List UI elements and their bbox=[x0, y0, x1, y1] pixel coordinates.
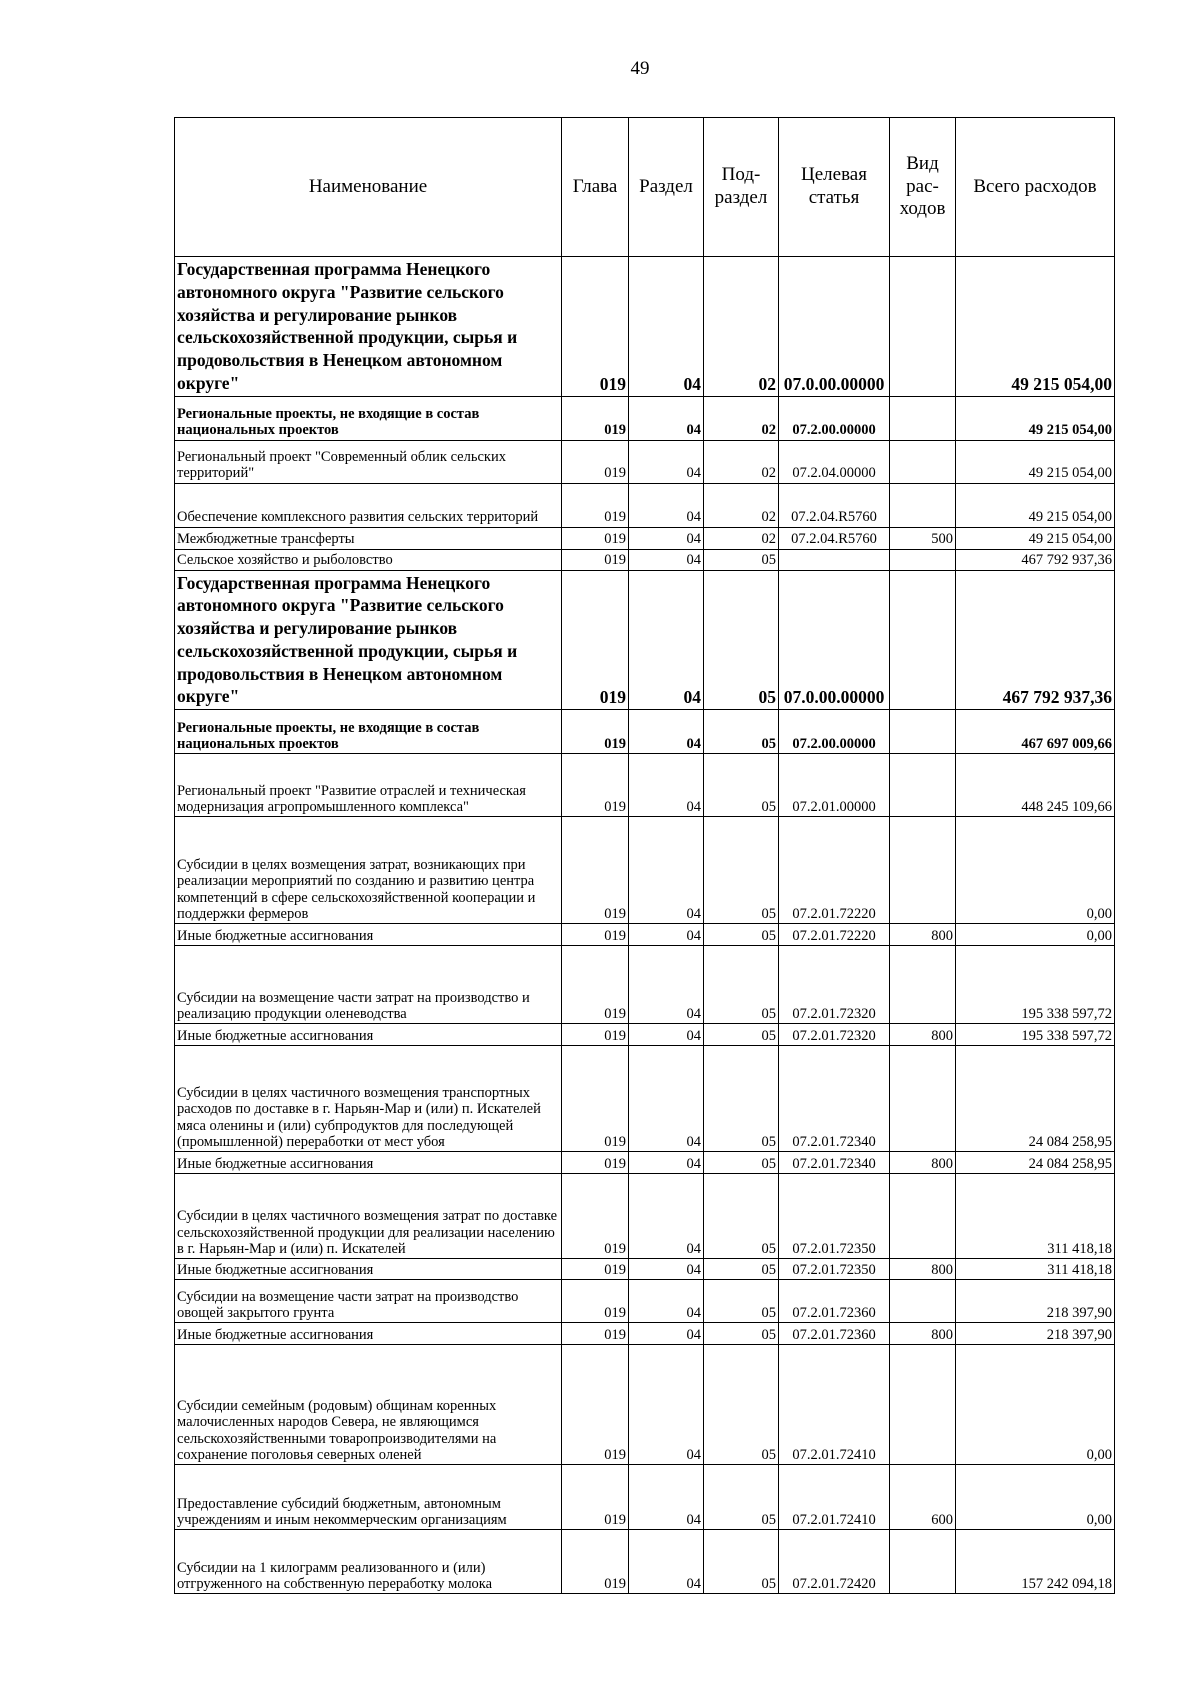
table-row bbox=[175, 1323, 1115, 1345]
row-vid bbox=[890, 1345, 956, 1465]
table-row bbox=[175, 440, 1115, 483]
table-row bbox=[175, 1259, 1115, 1280]
row-glava: 019 bbox=[562, 1046, 629, 1152]
row-razdel: 04 bbox=[629, 483, 704, 527]
table-row bbox=[175, 1024, 1115, 1046]
row-podrazdel: 05 bbox=[704, 1280, 779, 1323]
row-glava: 019 bbox=[562, 1530, 629, 1594]
row-razdel: 04 bbox=[629, 1530, 704, 1594]
row-podrazdel: 05 bbox=[704, 924, 779, 946]
row-podrazdel: 05 bbox=[704, 754, 779, 817]
row-razdel: 04 bbox=[629, 549, 704, 570]
row-name: Субсидии на возмещение части затрат на производство овощей закрытого грунта bbox=[175, 1280, 562, 1323]
row-statya: 07.2.01.72340 bbox=[779, 1046, 890, 1152]
table-row bbox=[175, 754, 1115, 817]
row-name: Иные бюджетные ассигнования bbox=[175, 1323, 562, 1345]
row-glava: 019 bbox=[562, 483, 629, 527]
row-statya: 07.2.01.00000 bbox=[779, 754, 890, 817]
row-statya: 07.2.04.R5760 bbox=[779, 483, 890, 527]
row-vid: 800 bbox=[890, 1323, 956, 1345]
row-name: Государственная программа Ненецкого автономного округа "Развитие сельского хозяйства и регулирование рынков сельскохозяйственной продукции, сырья и продовольствия в Ненецком автономном округе" bbox=[175, 570, 562, 710]
row-podrazdel: 05 bbox=[704, 817, 779, 924]
row-name: Обеспечение комплексного развития сельских территорий bbox=[175, 483, 562, 527]
row-podrazdel: 02 bbox=[704, 527, 779, 549]
row-statya: 07.2.00.00000 bbox=[779, 710, 890, 754]
row-podrazdel: 05 bbox=[704, 1174, 779, 1259]
row-vid bbox=[890, 483, 956, 527]
row-statya: 07.2.01.72410 bbox=[779, 1465, 890, 1530]
row-vid bbox=[890, 754, 956, 817]
row-statya: 07.2.01.72340 bbox=[779, 1152, 890, 1174]
row-statya: 07.2.01.72420 bbox=[779, 1530, 890, 1594]
row-name: Иные бюджетные ассигнования bbox=[175, 1152, 562, 1174]
row-podrazdel: 05 bbox=[704, 549, 779, 570]
row-name: Субсидии семейным (родовым) общинам коренных малочисленных народов Севера, не являющимся сельскохозяйственными товаропроизводителями на сохранение поголовья северных оленей bbox=[175, 1345, 562, 1465]
row-total: 467 697 009,66 bbox=[956, 710, 1115, 754]
row-razdel: 04 bbox=[629, 1323, 704, 1345]
row-name: Субсидии в целях возмещения затрат, возникающих при реализации мероприятий по созданию и развитию центра компетенций в сфере сельскохозяйственной кооперации и поддержки фермеров bbox=[175, 817, 562, 924]
row-razdel: 04 bbox=[629, 257, 704, 397]
row-statya: 07.2.04.00000 bbox=[779, 440, 890, 483]
row-vid bbox=[890, 1046, 956, 1152]
row-glava: 019 bbox=[562, 1024, 629, 1046]
row-glava: 019 bbox=[562, 527, 629, 549]
row-statya: 07.2.01.72360 bbox=[779, 1323, 890, 1345]
table-row bbox=[175, 1530, 1115, 1594]
table-row bbox=[175, 946, 1115, 1024]
row-name: Региональные проекты, не входящие в состав национальных проектов bbox=[175, 396, 562, 440]
row-vid bbox=[890, 440, 956, 483]
table-row bbox=[175, 483, 1115, 527]
row-podrazdel: 05 bbox=[704, 946, 779, 1024]
row-total: 311 418,18 bbox=[956, 1259, 1115, 1280]
table-row bbox=[175, 710, 1115, 754]
row-razdel: 04 bbox=[629, 1046, 704, 1152]
row-podrazdel: 05 bbox=[704, 1530, 779, 1594]
row-razdel: 04 bbox=[629, 396, 704, 440]
page-number: 49 bbox=[630, 58, 650, 79]
row-glava: 019 bbox=[562, 1174, 629, 1259]
table-row bbox=[175, 396, 1115, 440]
row-total: 0,00 bbox=[956, 924, 1115, 946]
row-total: 0,00 bbox=[956, 817, 1115, 924]
row-glava: 019 bbox=[562, 754, 629, 817]
row-razdel: 04 bbox=[629, 924, 704, 946]
row-name: Государственная программа Ненецкого автономного округа "Развитие сельского хозяйства и регулирование рынков сельскохозяйственной продукции, сырья и продовольствия в Ненецком автономном округе" bbox=[175, 257, 562, 397]
row-glava: 019 bbox=[562, 1259, 629, 1280]
row-podrazdel: 05 bbox=[704, 1152, 779, 1174]
row-vid bbox=[890, 1530, 956, 1594]
row-podrazdel: 05 bbox=[704, 1345, 779, 1465]
row-podrazdel: 05 bbox=[704, 1323, 779, 1345]
row-name: Субсидии в целях частичного возмещения затрат по доставке сельскохозяйственной продукции для реализации населению в г. Нарьян-Мар и (или) п. Искателей bbox=[175, 1174, 562, 1259]
row-glava: 019 bbox=[562, 946, 629, 1024]
row-razdel: 04 bbox=[629, 1259, 704, 1280]
row-statya: 07.2.01.72320 bbox=[779, 946, 890, 1024]
row-statya: 07.2.01.72350 bbox=[779, 1174, 890, 1259]
header-razdel: Раздел bbox=[629, 118, 704, 257]
row-total: 467 792 937,36 bbox=[956, 549, 1115, 570]
row-total: 448 245 109,66 bbox=[956, 754, 1115, 817]
row-glava: 019 bbox=[562, 1465, 629, 1530]
row-statya: 07.2.01.72320 bbox=[779, 1024, 890, 1046]
row-glava: 019 bbox=[562, 549, 629, 570]
row-total: 467 792 937,36 bbox=[956, 570, 1115, 710]
row-razdel: 04 bbox=[629, 1174, 704, 1259]
row-vid bbox=[890, 710, 956, 754]
row-glava: 019 bbox=[562, 257, 629, 397]
row-podrazdel: 05 bbox=[704, 1465, 779, 1530]
row-statya bbox=[779, 549, 890, 570]
row-vid: 800 bbox=[890, 924, 956, 946]
row-razdel: 04 bbox=[629, 1280, 704, 1323]
row-statya: 07.2.01.72220 bbox=[779, 817, 890, 924]
table-row bbox=[175, 570, 1115, 710]
row-total: 195 338 597,72 bbox=[956, 946, 1115, 1024]
row-total: 311 418,18 bbox=[956, 1174, 1115, 1259]
row-podrazdel: 05 bbox=[704, 710, 779, 754]
row-razdel: 04 bbox=[629, 1024, 704, 1046]
row-podrazdel: 02 bbox=[704, 257, 779, 397]
table-body bbox=[175, 257, 1115, 1594]
row-name: Региональные проекты, не входящие в состав национальных проектов bbox=[175, 710, 562, 754]
row-statya: 07.2.00.00000 bbox=[779, 396, 890, 440]
row-podrazdel: 02 bbox=[704, 440, 779, 483]
table-row bbox=[175, 1465, 1115, 1530]
header-row bbox=[175, 118, 1115, 257]
row-glava: 019 bbox=[562, 396, 629, 440]
table-row bbox=[175, 1174, 1115, 1259]
header-statya: Целевая статья bbox=[779, 118, 890, 257]
row-podrazdel: 02 bbox=[704, 483, 779, 527]
row-podrazdel: 05 bbox=[704, 570, 779, 710]
row-total: 195 338 597,72 bbox=[956, 1024, 1115, 1046]
row-name: Субсидии на 1 килограмм реализованного и (или) отгруженного на собственную переработку молока bbox=[175, 1530, 562, 1594]
row-podrazdel: 05 bbox=[704, 1024, 779, 1046]
table-row bbox=[175, 924, 1115, 946]
row-total: 24 084 258,95 bbox=[956, 1046, 1115, 1152]
row-statya: 07.2.01.72220 bbox=[779, 924, 890, 946]
row-statya: 07.2.04.R5760 bbox=[779, 527, 890, 549]
row-razdel: 04 bbox=[629, 1465, 704, 1530]
row-name: Региональный проект "Развитие отраслей и техническая модернизация агропромышленного комплекса" bbox=[175, 754, 562, 817]
row-total: 218 397,90 bbox=[956, 1323, 1115, 1345]
row-glava: 019 bbox=[562, 1280, 629, 1323]
row-glava: 019 bbox=[562, 1323, 629, 1345]
row-name: Межбюджетные трансферты bbox=[175, 527, 562, 549]
table-row bbox=[175, 527, 1115, 549]
row-vid bbox=[890, 1280, 956, 1323]
row-glava: 019 bbox=[562, 924, 629, 946]
row-name: Иные бюджетные ассигнования bbox=[175, 1024, 562, 1046]
row-razdel: 04 bbox=[629, 817, 704, 924]
row-statya: 07.2.01.72360 bbox=[779, 1280, 890, 1323]
row-vid: 800 bbox=[890, 1152, 956, 1174]
row-razdel: 04 bbox=[629, 946, 704, 1024]
row-total: 0,00 bbox=[956, 1345, 1115, 1465]
row-vid bbox=[890, 549, 956, 570]
table-row bbox=[175, 1046, 1115, 1152]
row-vid bbox=[890, 570, 956, 710]
row-glava: 019 bbox=[562, 440, 629, 483]
row-total: 0,00 bbox=[956, 1465, 1115, 1530]
header-total: Всего расходов bbox=[956, 118, 1115, 257]
row-vid bbox=[890, 257, 956, 397]
row-vid bbox=[890, 946, 956, 1024]
row-total: 49 215 054,00 bbox=[956, 396, 1115, 440]
table-row bbox=[175, 817, 1115, 924]
table-row bbox=[175, 549, 1115, 570]
row-name: Иные бюджетные ассигнования bbox=[175, 1259, 562, 1280]
row-razdel: 04 bbox=[629, 1152, 704, 1174]
row-name: Субсидии в целях частичного возмещения транспортных расходов по доставке в г. Нарьян-Мар и (или) п. Искателей мяса оленины и (или) субпродуктов для последующей (промышленной) переработки от мест убоя bbox=[175, 1046, 562, 1152]
row-vid bbox=[890, 396, 956, 440]
table-row bbox=[175, 1152, 1115, 1174]
header-glava: Глава bbox=[562, 118, 629, 257]
row-total: 49 215 054,00 bbox=[956, 440, 1115, 483]
row-vid: 500 bbox=[890, 527, 956, 549]
row-glava: 019 bbox=[562, 710, 629, 754]
row-razdel: 04 bbox=[629, 570, 704, 710]
row-razdel: 04 bbox=[629, 710, 704, 754]
row-total: 49 215 054,00 bbox=[956, 257, 1115, 397]
row-name: Сельское хозяйство и рыболовство bbox=[175, 549, 562, 570]
row-statya: 07.2.01.72410 bbox=[779, 1345, 890, 1465]
row-razdel: 04 bbox=[629, 1345, 704, 1465]
row-podrazdel: 05 bbox=[704, 1259, 779, 1280]
row-razdel: 04 bbox=[629, 527, 704, 549]
row-glava: 019 bbox=[562, 1152, 629, 1174]
header-vid: Вид рас- ходов bbox=[890, 118, 956, 257]
row-vid: 600 bbox=[890, 1465, 956, 1530]
row-vid bbox=[890, 1174, 956, 1259]
row-vid: 800 bbox=[890, 1259, 956, 1280]
row-glava: 019 bbox=[562, 817, 629, 924]
row-vid bbox=[890, 817, 956, 924]
row-podrazdel: 02 bbox=[704, 396, 779, 440]
row-name: Региональный проект "Современный облик сельских территорий" bbox=[175, 440, 562, 483]
row-razdel: 04 bbox=[629, 440, 704, 483]
row-total: 218 397,90 bbox=[956, 1280, 1115, 1323]
row-statya: 07.0.00.00000 bbox=[779, 257, 890, 397]
row-podrazdel: 05 bbox=[704, 1046, 779, 1152]
row-statya: 07.0.00.00000 bbox=[779, 570, 890, 710]
row-glava: 019 bbox=[562, 1345, 629, 1465]
table-row bbox=[175, 1280, 1115, 1323]
header-name: Наименование bbox=[175, 118, 562, 257]
header-podrazdel: Под- раздел bbox=[704, 118, 779, 257]
row-total: 49 215 054,00 bbox=[956, 483, 1115, 527]
row-glava: 019 bbox=[562, 570, 629, 710]
row-total: 157 242 094,18 bbox=[956, 1530, 1115, 1594]
row-name: Субсидии на возмещение части затрат на производство и реализацию продукции оленеводства bbox=[175, 946, 562, 1024]
row-total: 24 084 258,95 bbox=[956, 1152, 1115, 1174]
row-statya: 07.2.01.72350 bbox=[779, 1259, 890, 1280]
row-razdel: 04 bbox=[629, 754, 704, 817]
row-total: 49 215 054,00 bbox=[956, 527, 1115, 549]
table-row bbox=[175, 257, 1115, 397]
row-name: Иные бюджетные ассигнования bbox=[175, 924, 562, 946]
table-row bbox=[175, 1345, 1115, 1465]
row-vid: 800 bbox=[890, 1024, 956, 1046]
row-name: Предоставление субсидий бюджетным, автономным учреждениям и иным некоммерческим организациям bbox=[175, 1465, 562, 1530]
budget-table bbox=[174, 117, 1115, 1594]
